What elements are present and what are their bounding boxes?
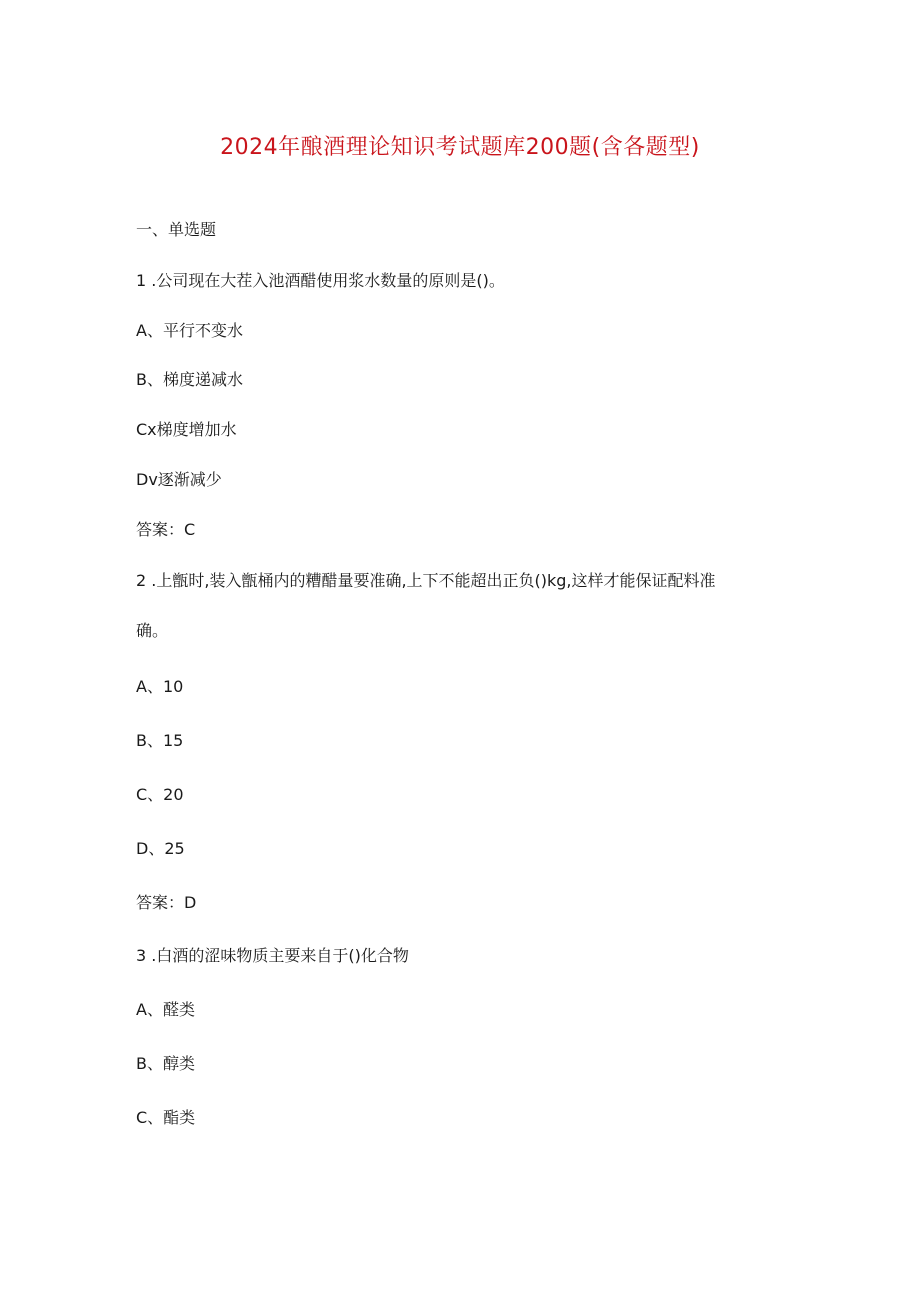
question-stem: 1 .公司现在大茬入池酒醋使用浆水数量的原则是()。 <box>136 271 505 290</box>
question-option: B、梯度递减水 <box>136 370 243 389</box>
question-option: A、10 <box>136 677 184 696</box>
question-option: C、酯类 <box>136 1108 196 1127</box>
question-option: A、平行不变水 <box>136 321 243 340</box>
question-stem-continuation: 确。 <box>136 621 169 640</box>
question-option: D、25 <box>136 839 185 858</box>
question-option: A、醛类 <box>136 1000 195 1019</box>
question-answer: 答案：C <box>136 520 196 539</box>
question-stem: 3 .白酒的涩味物质主要来自于()化合物 <box>136 946 409 965</box>
question-option: Cx梯度增加水 <box>136 420 237 439</box>
question-option: C、20 <box>136 785 184 804</box>
question-stem: 2 .上甑时,装入甑桶内的糟醋量要准确,上下不能超出正负()kg,这样才能保证配料准 <box>136 571 716 590</box>
document-title: 2024年酿酒理论知识考试题库200题(含各题型) <box>220 135 700 160</box>
question-option: Dv逐渐减少 <box>136 470 222 489</box>
question-option: B、15 <box>136 731 184 750</box>
question-option: B、醇类 <box>136 1054 195 1073</box>
section-heading: 一、单选题 <box>136 220 217 239</box>
question-answer: 答案：D <box>136 893 197 912</box>
